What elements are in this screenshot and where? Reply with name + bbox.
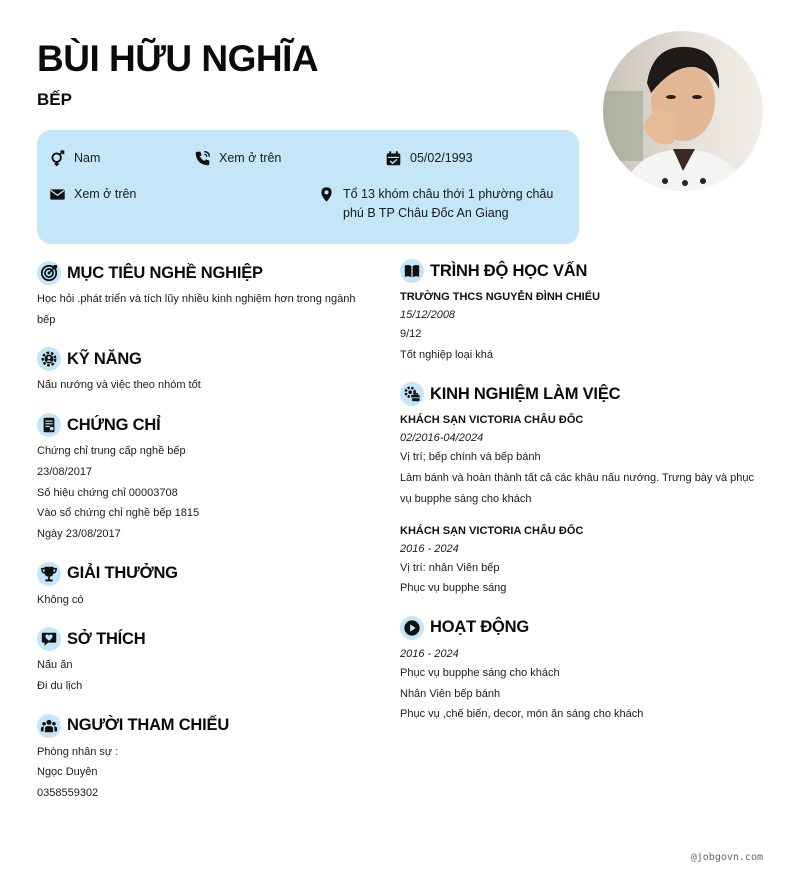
experience-item bbox=[400, 411, 768, 509]
hobby-line: Đi du lịch bbox=[37, 680, 83, 693]
location-pin-icon bbox=[318, 186, 335, 203]
calendar-icon bbox=[385, 150, 402, 167]
people-icon bbox=[37, 714, 61, 738]
activity-line: Phục vụ bupphe sáng cho khách bbox=[400, 666, 560, 679]
gender-icon bbox=[49, 150, 66, 167]
contact-email[interactable]: Xem ở trên bbox=[49, 185, 136, 204]
experience-line: Vị trí; bếp chính và bếp bánh bbox=[400, 451, 541, 464]
objective-title: MỤC TIÊU NGHỀ NGHIỆP bbox=[67, 263, 263, 282]
awards-line: Không có bbox=[37, 593, 84, 606]
experience-date: 02/2016-04/2024 bbox=[400, 432, 484, 445]
job-title: BẾP bbox=[37, 90, 72, 109]
certificates-title: CHỨNG CHỈ bbox=[67, 415, 161, 434]
certificates-section bbox=[37, 411, 377, 545]
skills-line: Nấu nướng và việc theo nhóm tốt bbox=[37, 379, 201, 392]
play-icon bbox=[400, 616, 424, 640]
hobbies-section bbox=[37, 625, 377, 696]
reference-line: Phòng nhân sự : bbox=[37, 745, 119, 758]
contact-address: Tổ 13 khóm châu thới 1 phường châu phú B TP Châu Đốc An Giang bbox=[318, 185, 568, 223]
target-icon bbox=[37, 261, 61, 285]
objective-section bbox=[37, 259, 377, 330]
education-title: TRÌNH ĐỘ HỌC VẤN bbox=[430, 261, 588, 280]
certificate-line: Chứng chỉ trung cấp nghề bếp bbox=[37, 445, 186, 458]
activities-section bbox=[400, 614, 768, 725]
reference-line: 0358559302 bbox=[37, 787, 99, 800]
contact-phone[interactable]: Xem ở trên bbox=[194, 149, 281, 168]
references-section bbox=[37, 712, 377, 804]
certificate-icon bbox=[37, 413, 61, 437]
company-name: KHÁCH SẠN VICTORIA CHÂU ĐỐC bbox=[400, 524, 584, 537]
experience-section bbox=[400, 380, 768, 599]
contact-box bbox=[37, 130, 579, 244]
book-icon bbox=[400, 259, 424, 283]
right-column bbox=[400, 257, 768, 725]
experience-line: vụ bupphe sáng cho khách bbox=[400, 492, 532, 505]
education-line: 9/12 bbox=[400, 328, 422, 340]
school-name: TRƯỜNG THCS NGUYỄN ĐÌNH CHIỂU bbox=[400, 291, 601, 303]
phone-icon bbox=[194, 150, 211, 167]
education-line: Tốt nghiệp loại khá bbox=[400, 348, 493, 361]
skills-section bbox=[37, 345, 377, 396]
company-name: KHÁCH SẠN VICTORIA CHÂU ĐỐC bbox=[400, 414, 584, 427]
certificate-line: Vào sổ chứng chỉ nghề bếp 1815 bbox=[37, 507, 200, 520]
skills-title: KỸ NĂNG bbox=[67, 349, 142, 368]
reference-line: Ngọc Duyên bbox=[37, 766, 98, 779]
heart-chat-icon bbox=[37, 627, 61, 651]
trophy-icon bbox=[37, 562, 61, 586]
objective-line: Học hỏi .phát triển và tích lũy nhiều kinh nghiệm hơn trong ngành bbox=[37, 293, 356, 305]
hobby-line: Nấu ăn bbox=[37, 659, 73, 672]
watermark: @jobgovn.com bbox=[690, 852, 763, 863]
certificate-line: Ngày 23/08/2017 bbox=[37, 527, 121, 540]
envelope-icon bbox=[49, 186, 66, 203]
experience-item bbox=[400, 522, 768, 599]
education-date: 15/12/2008 bbox=[400, 309, 456, 321]
activity-line: Phục vụ ,chế biến, decor, món ăn sáng cho khách bbox=[400, 708, 644, 721]
experience-date: 2016 - 2024 bbox=[400, 542, 459, 555]
certificate-line: 23/08/2017 bbox=[37, 465, 93, 478]
education-section bbox=[400, 257, 768, 365]
activities-title: HOẠT ĐỘNG bbox=[430, 618, 530, 637]
references-title: NGƯỜI THAM CHIẾU bbox=[67, 716, 230, 735]
activity-line: Nhân Viên bếp bánh bbox=[400, 687, 501, 700]
gear-user-icon bbox=[37, 347, 61, 371]
awards-section bbox=[37, 560, 377, 611]
avatar bbox=[603, 31, 763, 191]
contact-birthday: 05/02/1993 bbox=[385, 149, 473, 168]
gear-briefcase-icon bbox=[400, 382, 424, 406]
certificate-line: Số hiệu chứng chỉ 00003708 bbox=[37, 486, 178, 499]
experience-line: Làm bánh và hoàn thành tất cả các khâu nấu nướng. Trưng bày và phục bbox=[400, 472, 755, 485]
experience-line: Vị trí: nhân Viên bếp bbox=[400, 561, 500, 574]
hobbies-title: SỞ THÍCH bbox=[67, 629, 146, 648]
experience-line: Phục vụ bupphe sáng bbox=[400, 582, 507, 595]
awards-title: GIẢI THƯỞNG bbox=[67, 564, 178, 583]
experience-title: KINH NGHIỆM LÀM VIỆC bbox=[430, 384, 621, 403]
objective-line: bếp bbox=[37, 313, 56, 326]
contact-gender: Nam bbox=[49, 149, 100, 168]
activities-date: 2016 - 2024 bbox=[400, 647, 459, 660]
left-column bbox=[37, 259, 377, 804]
candidate-name: BÙI HỮU NGHĨA bbox=[37, 38, 319, 79]
